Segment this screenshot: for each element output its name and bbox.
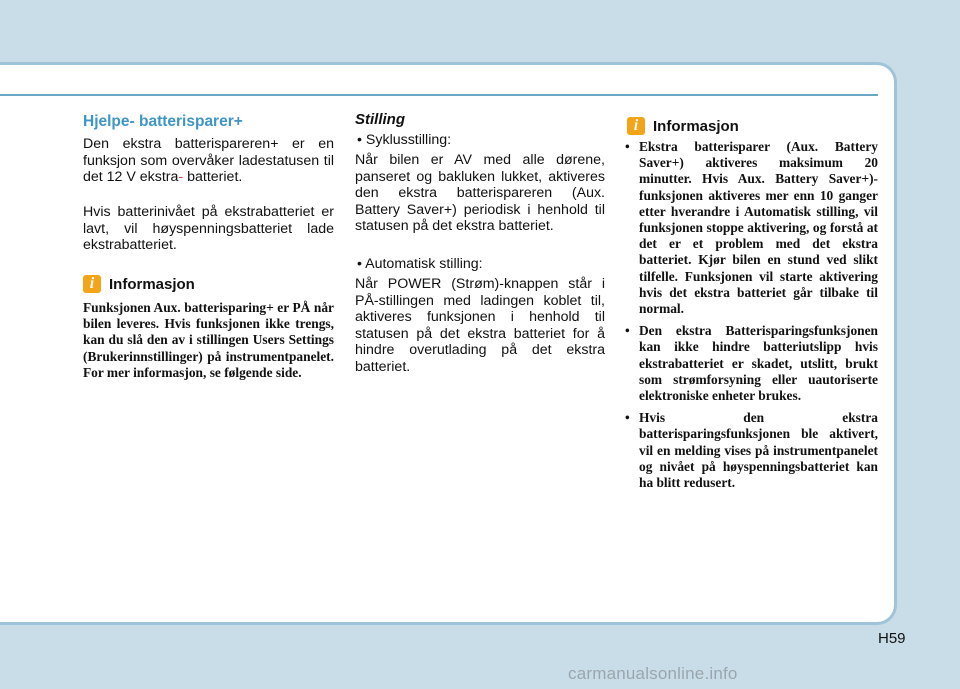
left-paragraph-1 (83, 136, 334, 186)
left-info-title: Informasjon (109, 275, 195, 293)
left-info-text: Funksjonen Aux. batterisparing+ er PÅ når bilen leveres. Hvis funksjonen ikke trengs, kan du slå den av i stillingen Users Settings (Brukerinnstillinger) på instrumentpanelet. For mer informasjon, se følgende side. (83, 300, 334, 380)
middle-paragraph-2: Når POWER (Strøm)-knappen står i PÅ-stillingen med ladingen koblet til, aktiveres funksjonen i henhold til statusen på det ekstra batteriet for å hindre overutlading på det ekstra batteriet. (355, 276, 605, 375)
right-info-title: Informasjon (653, 117, 739, 135)
list-item (625, 139, 878, 317)
left-paragraph-2: Hvis batterinivået på ekstrabatteriet er lavt, vil høyspenningsbatteriet lade ekstrabatteriet. (83, 204, 334, 254)
info-icon: i (83, 275, 101, 293)
bullet-dot: • (357, 256, 362, 272)
left-info-header (83, 275, 195, 293)
list-item (625, 323, 878, 404)
bullet-dot: • (625, 410, 630, 426)
list-item-text: Ekstra batterisparer (Aux. Battery Saver+) aktiveres maksimum 20 minutter. Hvis Aux. Battery Saver+)-funksjonen aktiveres mer enn 10 ganger etter hverandre i Automatisk stilling, vil funksjonen stoppe aktivering, og forstå at det er et problem med det ekstra batteriet. Kjør bilen en stund ved slikt tilfelle. Funksjonen vil starte aktivering hvis det ekstra batteriet går tilbake til normal. (639, 139, 878, 317)
bullet-dot: • (357, 132, 362, 148)
section-heading: Hjelpe- batterisparer+ (83, 113, 243, 130)
stilling-heading: Stilling (355, 111, 405, 128)
watermark: carmanualsonline.info (568, 664, 738, 683)
bullet-syklus (357, 132, 605, 149)
right-info-header (627, 117, 739, 135)
list-item-text: Den ekstra Batterisparingsfunksjonen kan ikke hindre batteriutslipp hvis ekstrabatteriet er skadet, utslitt, brukt som strømforsyning eller uautoriserte elektroniske enheter brukes. (639, 323, 878, 404)
hyphen-mark: - (178, 169, 184, 186)
info-icon: i (627, 117, 645, 135)
bullet-automatisk-label: Automatisk stilling: (365, 256, 483, 272)
list-item-text: Hvis den ekstra batterisparingsfunksjonen ble aktivert, vil en melding vises på instrumentpanelet og nivået på høyspenningsbatteriet kan ha blitt redusert. (639, 410, 878, 491)
bullet-automatisk (357, 256, 605, 273)
middle-paragraph-1: Når bilen er AV med alle dørene, panseret og bakluken lukket, aktiveres den ekstra batterispareren (Aux. Battery Saver+) periodisk i henhold til statusen på det ekstra batteriet. (355, 152, 605, 235)
bullet-syklus-label: Syklusstilling: (365, 132, 452, 148)
page-number: H59 (878, 630, 906, 647)
bullet-dot: • (625, 323, 630, 339)
left-paragraph-1-main: Den ekstra batterispareren+ er en funksjon som overvåker ladestatusen til det 12 V ekstra (83, 136, 334, 186)
bullet-dot: • (625, 139, 630, 154)
header-rule (0, 94, 878, 96)
right-info-list (625, 139, 878, 497)
left-paragraph-1-end: batteriet. (187, 169, 243, 186)
list-item (625, 410, 878, 491)
